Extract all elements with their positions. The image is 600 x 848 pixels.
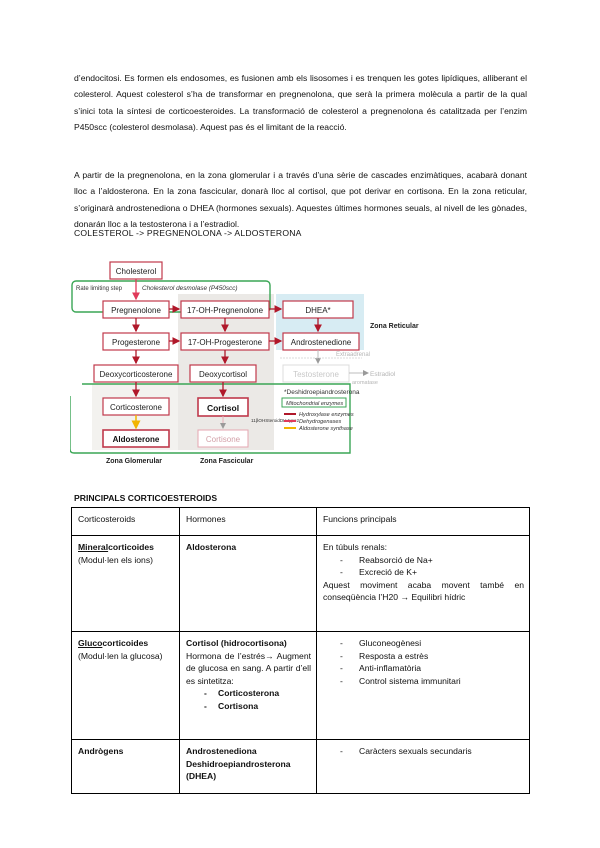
header-hormones: Hormones	[180, 508, 317, 536]
mineral-note: (Modul·len els ions)	[78, 554, 153, 565]
functions-intro: En túbuls renals:	[323, 542, 388, 552]
list-item: - Anti-inflamatòria	[323, 662, 524, 675]
oh-pregnenolone-label: 17-OH-Pregnenolone	[186, 306, 264, 315]
dhea-fullname-text: Deshidroepiandrosterona	[186, 758, 291, 769]
synthesis-chain: COLESTEROL -> PREGNENOLONA -> ALDOSTERONA	[74, 228, 302, 238]
header-functions: Funcions principals	[317, 508, 530, 536]
dhea-abbr-text: (DHEA)	[186, 771, 217, 782]
legend-hydroxylase-label: Hydroxylase enzymes	[299, 412, 354, 418]
progesterone-label: Progesterone	[111, 338, 161, 347]
legend-synthase-label: Aldosterone synthase	[299, 426, 353, 432]
list-item: - Reabsorció de Na+	[323, 554, 524, 567]
zona-fascicular-label: Zona Fascicular	[200, 458, 254, 465]
androgens-cell	[72, 740, 180, 794]
oh-progesterone-label: 17-OH-Progesterone	[187, 338, 263, 347]
gluco-prefix: Gluco	[78, 638, 103, 648]
table-title: PRINCIPALS CORTICOESTEROIDS	[74, 493, 218, 503]
deoxycorticosterone-label: Deoxycorticosterone	[99, 370, 173, 379]
gluco-functions-list	[323, 637, 524, 687]
zona-reticular-label: Zona Reticular	[370, 323, 419, 330]
pregnenolone-label: Pregnenolone	[111, 306, 161, 315]
deoxycortisol-label: Deoxycortisol	[198, 370, 248, 379]
desmolase-label: Cholesterol desmolase (P450scc)	[142, 285, 238, 292]
glucocorticoids-cell	[72, 632, 180, 740]
list-item: - Excreció de K+	[323, 566, 524, 579]
aldosterone-label: Aldosterone	[112, 435, 160, 444]
dhea-label: DHEA*	[305, 306, 331, 315]
gluco-hormones-cell	[180, 632, 317, 740]
estradiol-label: Estradiol	[370, 371, 396, 378]
table-row	[72, 740, 530, 794]
androgens-functions-list	[323, 745, 524, 758]
cortisol-text: Cortisol (hidrocortisona)	[186, 638, 287, 648]
table-header-row	[72, 508, 530, 536]
cortisol-description: Hormona de l’estrés→ Augment de glucosa en sang. A partir d’ell es sintetitza:	[186, 650, 311, 686]
aldosterona-text: Aldosterona	[186, 542, 237, 552]
cortisone-label: Cortisone	[205, 435, 241, 444]
zona-glomerular-label: Zona Glomerular	[106, 458, 163, 465]
mineral-suffix: corticoides	[108, 542, 154, 552]
cholesterol-label: Cholesterol	[115, 267, 157, 276]
gluco-suffix: corticoides	[102, 638, 149, 648]
table-row	[72, 632, 530, 740]
mineral-hormones-cell	[180, 536, 317, 632]
steroidogenesis-diagram	[70, 248, 430, 470]
intro-paragraph: d’endocitosi. Es formen els endosomes, es fusionen amb els lisosomes i es trenquen les gotes lipídiques, alliberant el colesterol. Aquest colesterol s’ha de transformar en pregnenolona, que serà la primera molècula a partir de la qual s’inici tota la síntesi de corticoesteroides. La transformació de colesterol a pregnenolona és catalitzada per l’enzim P450scc (colesterol desmolasa). Aquest pas és el limitant de la reacció.	[74, 73, 527, 133]
table-row	[72, 536, 530, 632]
list-item: - Gluconeogènesi	[323, 637, 524, 650]
hsd-label: 11βOHSteroidDH type2	[251, 418, 300, 423]
corticosteroids-table	[71, 507, 530, 794]
functions-outro: Aquest moviment acaba movent també en conseqüència l’H20 → Equilibri hídric	[323, 579, 524, 603]
footnote-label: *Deshidroepiandrosterona	[284, 389, 360, 396]
androstenediona-text: Androstenediona	[186, 746, 257, 756]
testosterone-label: Testosterone	[293, 370, 339, 379]
cortisol-label: Cortisol	[206, 403, 240, 413]
androgens-hormones-cell	[180, 740, 317, 794]
list-item: - Cortisona	[186, 700, 311, 713]
list-item: - Caràcters sexuals secundaris	[323, 745, 524, 758]
mineral-prefix: Mineral	[78, 542, 109, 552]
list-item: - Resposta a estrès	[323, 650, 524, 663]
gluco-functions-cell	[317, 632, 530, 740]
corticosterone-label: Corticosterone	[109, 403, 163, 412]
extraadrenal-label: Extraadrenal	[336, 352, 371, 358]
mineralocorticoids-cell	[72, 536, 180, 632]
androstenedione-label: Androstenedione	[290, 338, 352, 347]
zones-paragraph: A partir de la pregnenolona, en la zona glomerular i a través d’una sèrie de cascades enzimàtiques, acabarà donant lloc a l’aldosterona. En la zona fascicular, donarà lloc al cortisol, que pot derivar en cortisona. En la zona reticular, s’originarà androstenediona o DHEA (hormones sexuals). Aquestes últimes hormones seuals, al nivell de les gònades, donarán lloc a la testosterona i a l’estradiol.	[74, 170, 527, 230]
mineral-functions-list	[323, 554, 524, 579]
legend-mito-label: Mitochondrial enzymes	[286, 401, 344, 407]
aromatase-label: aromatase	[352, 380, 378, 386]
header-corticosteroids: Corticosteroids	[72, 508, 180, 536]
rate-limiting-label: Rate limiting step	[76, 286, 123, 292]
gluco-note: (Modul·len la glucosa)	[78, 650, 163, 661]
list-item: - Control sistema immunitari	[323, 675, 524, 688]
mineral-functions-cell	[317, 536, 530, 632]
androgens-name: Andrògens	[78, 746, 124, 756]
androgens-functions-cell	[317, 740, 530, 794]
diagram-legend	[282, 398, 354, 432]
list-item: - Corticosterona	[186, 687, 311, 700]
legend-dehydrogenase-label: Dehydrogenases	[299, 419, 342, 425]
gluco-hormones-list	[186, 687, 311, 712]
